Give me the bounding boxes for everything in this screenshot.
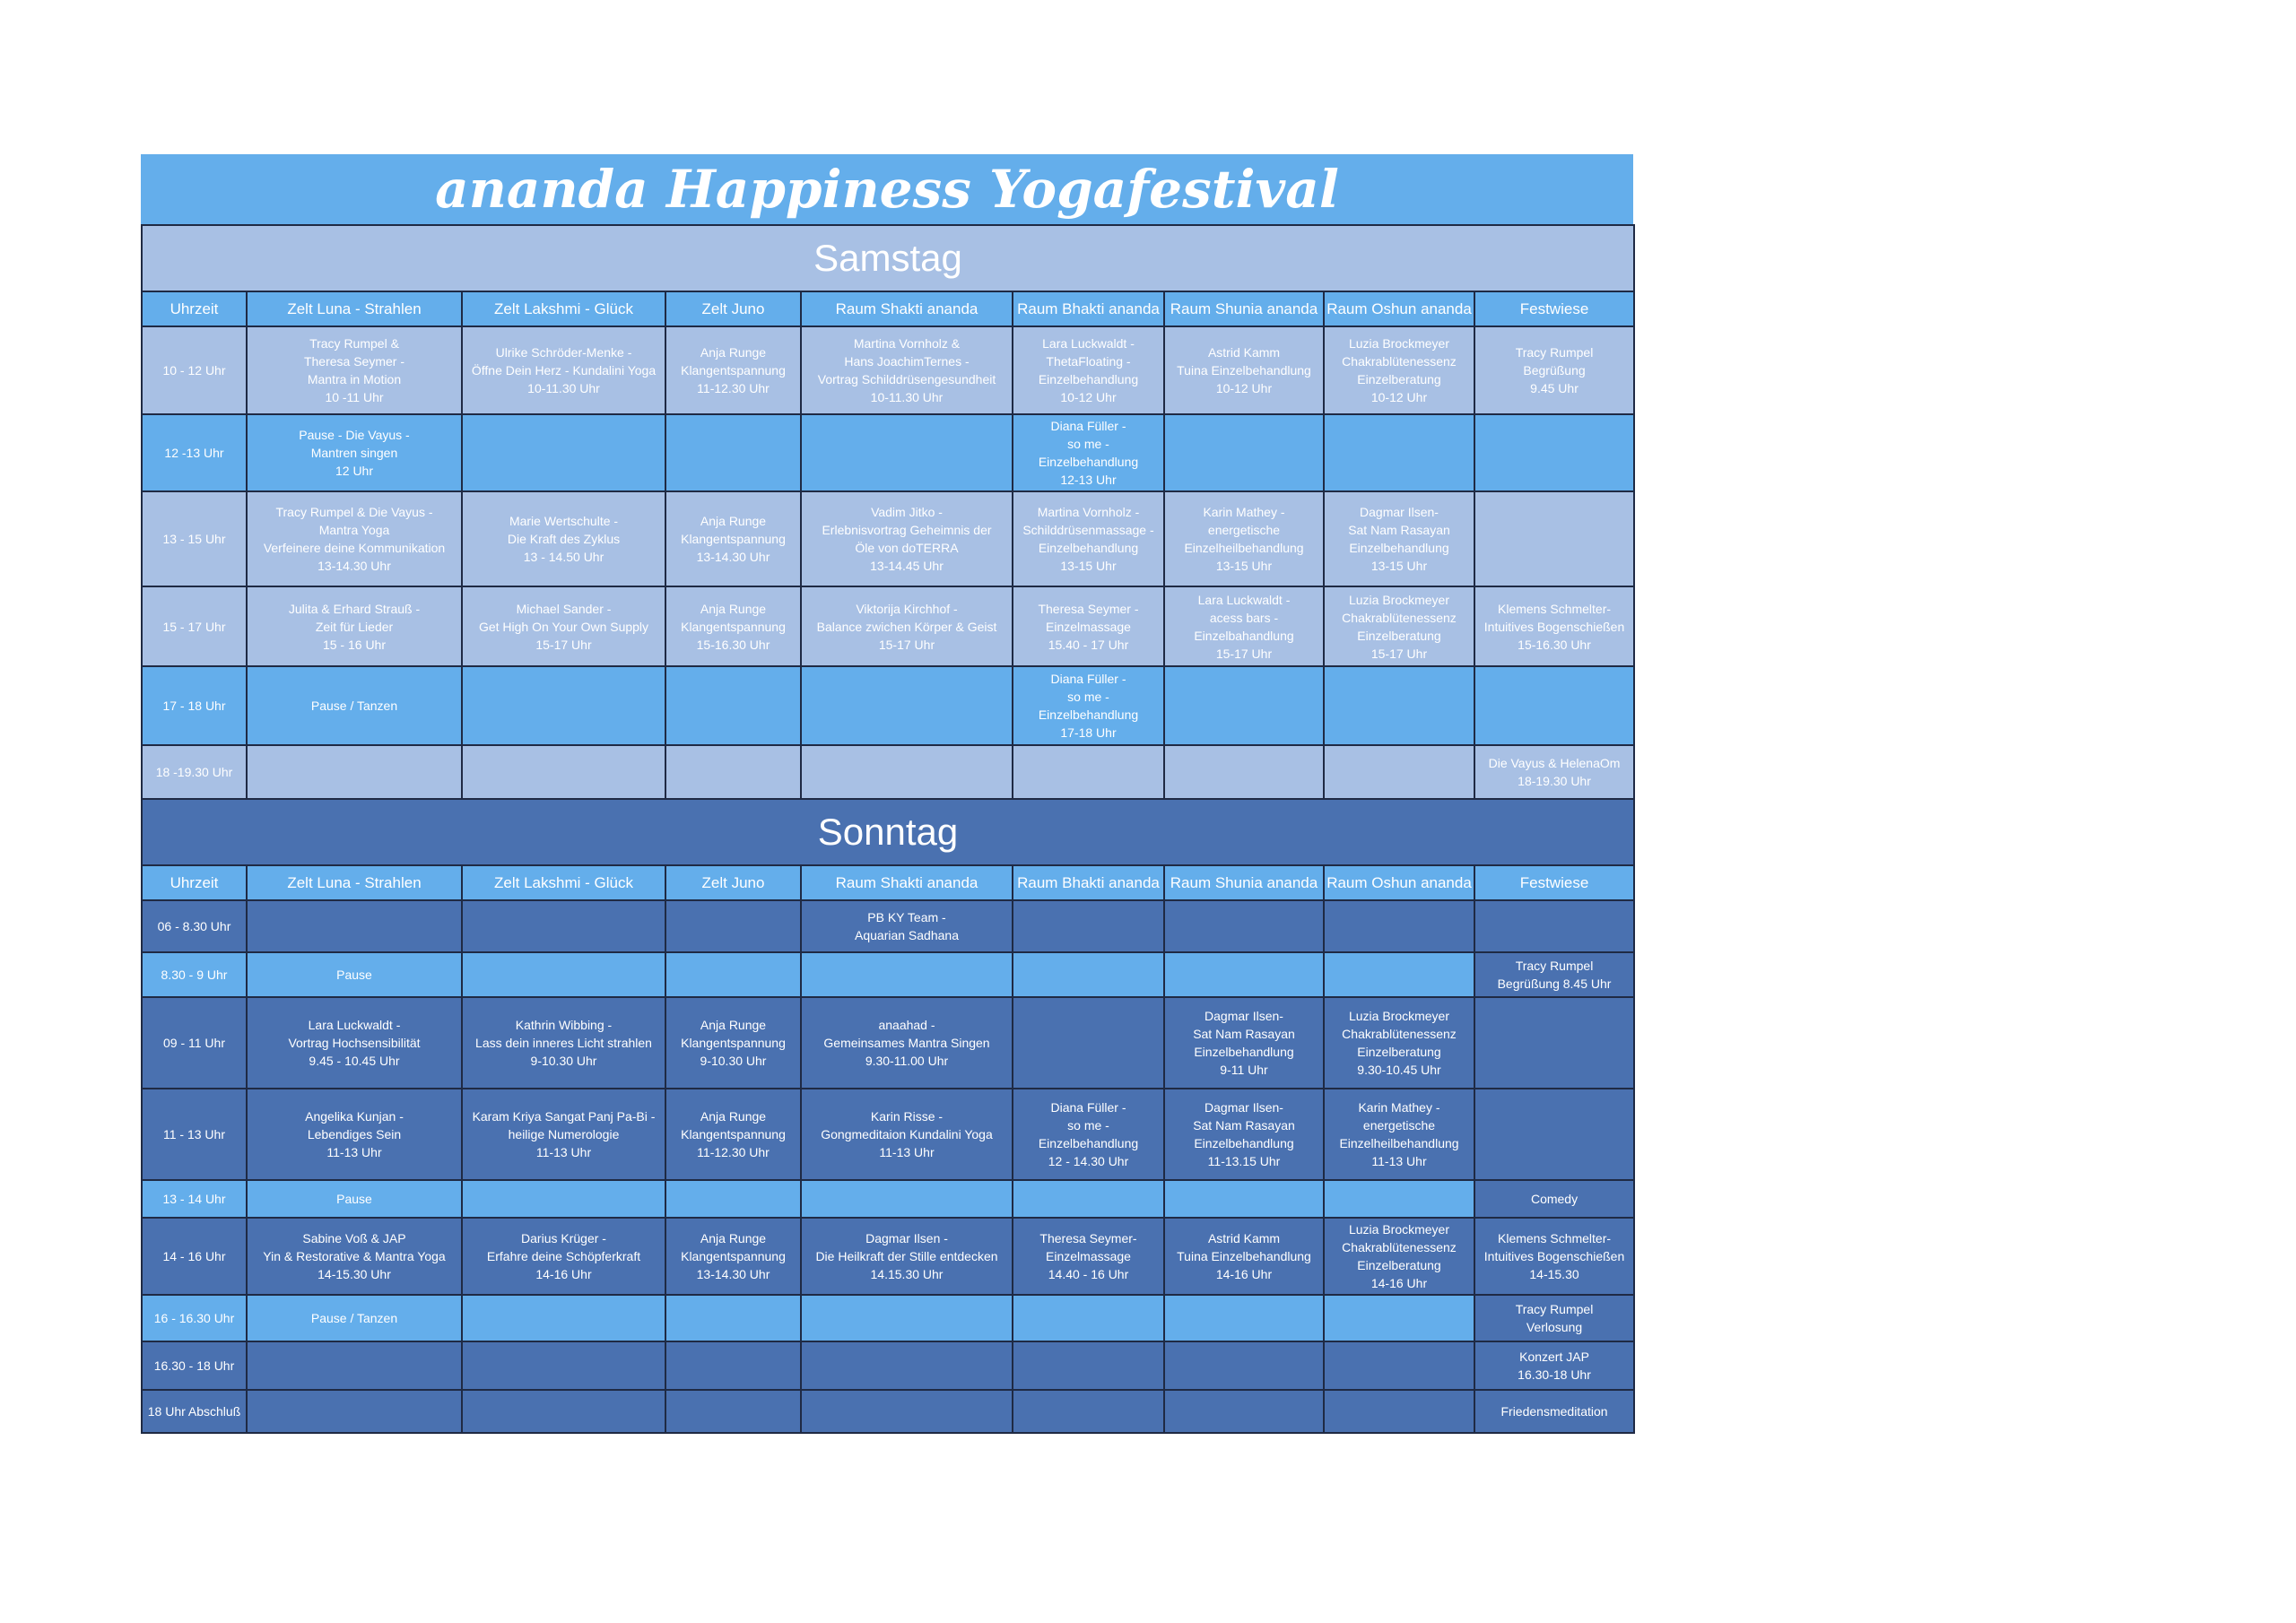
session-cell [665,952,801,997]
column-header: Raum Shakti ananda [801,865,1013,900]
column-header: Zelt Lakshmi - Glück [462,291,665,326]
time-slot: 16 - 16.30 Uhr [142,1295,247,1341]
session-cell [1164,414,1324,491]
session-cell: Martina Vornholz & Hans JoachimTernes - Vortrag Schilddrüsengesundheit 10-11.30 Uhr [801,326,1013,414]
sunday-row [142,1180,1634,1218]
session-cell: Dagmar Ilsen- Sat Nam Rasayan Einzelbehandlung 11-13.15 Uhr [1164,1089,1324,1180]
column-header: Zelt Lakshmi - Glück [462,865,665,900]
session-cell: Die Vayus & HelenaOm 18-19.30 Uhr [1474,745,1634,799]
column-header: Raum Shakti ananda [801,291,1013,326]
session-cell [462,666,665,745]
column-header: Raum Bhakti ananda [1013,291,1164,326]
session-cell [462,1390,665,1433]
session-cell [1164,1180,1324,1218]
saturday-row [142,414,1634,491]
session-cell: Lara Luckwaldt - acess bars - Einzelbahandlung 15-17 Uhr [1164,586,1324,666]
session-cell [1013,1295,1164,1341]
saturday-row [142,666,1634,745]
session-cell [665,1341,801,1390]
column-header: Festwiese [1474,291,1634,326]
session-cell: Angelika Kunjan - Lebendiges Sein 11-13 Uhr [247,1089,462,1180]
time-slot: 16.30 - 18 Uhr [142,1341,247,1390]
session-cell [1164,1341,1324,1390]
session-cell [665,666,801,745]
session-cell: Anja Runge Klangentspannung 15-16.30 Uhr [665,586,801,666]
session-cell: anaahad - Gemeinsames Mantra Singen 9.30-11.00 Uhr [801,997,1013,1089]
column-header: Zelt Juno [665,865,801,900]
column-header: Uhrzeit [142,865,247,900]
column-header: Raum Shunia ananda [1164,291,1324,326]
session-cell [1164,900,1324,952]
session-cell [801,414,1013,491]
session-cell [1324,1341,1474,1390]
session-cell [801,745,1013,799]
session-cell: Viktorija Kirchhof - Balance zwichen Körper & Geist 15-17 Uhr [801,586,1013,666]
time-slot: 15 - 17 Uhr [142,586,247,666]
session-cell: Comedy [1474,1180,1634,1218]
sunday-row [142,997,1634,1089]
session-cell: Karin Risse - Gongmeditaion Kundalini Yoga 11-13 Uhr [801,1089,1013,1180]
session-cell [247,1390,462,1433]
session-cell: Konzert JAP 16.30-18 Uhr [1474,1341,1634,1390]
time-slot: 09 - 11 Uhr [142,997,247,1089]
session-cell [247,1341,462,1390]
session-cell [462,1295,665,1341]
session-cell: Dagmar Ilsen- Sat Nam Rasayan Einzelbehandlung 9-11 Uhr [1164,997,1324,1089]
session-cell: Pause [247,952,462,997]
session-cell: Dagmar Ilsen- Sat Nam Rasayan Einzelbehandlung 13-15 Uhr [1324,491,1474,586]
sunday-row [142,1390,1634,1433]
session-cell: Lara Luckwaldt - Vortrag Hochsensibilität 9.45 - 10.45 Uhr [247,997,462,1089]
sunday-row [142,1218,1634,1295]
session-cell: Astrid Kamm Tuina Einzelbehandlung 14-16 Uhr [1164,1218,1324,1295]
festival-schedule [141,154,1633,1434]
session-cell: Luzia Brockmeyer Chakrablütenessenz Einzelberatung 9.30-10.45 Uhr [1324,997,1474,1089]
session-cell: Martina Vornholz - Schilddrüsenmassage - Einzelbehandlung 13-15 Uhr [1013,491,1164,586]
time-slot: 13 - 15 Uhr [142,491,247,586]
session-cell: Diana Füller - so me - Einzelbehandlung 12-13 Uhr [1013,414,1164,491]
session-cell: Klemens Schmelter- Intuitives Bogenschießen 14-15.30 [1474,1218,1634,1295]
time-slot: 17 - 18 Uhr [142,666,247,745]
session-cell [801,1390,1013,1433]
session-cell [247,900,462,952]
session-cell [801,1180,1013,1218]
session-cell: PB KY Team - Aquarian Sadhana [801,900,1013,952]
session-cell [1013,745,1164,799]
session-cell [1324,1390,1474,1433]
session-cell: Lara Luckwaldt - ThetaFloating - Einzelbehandlung 10-12 Uhr [1013,326,1164,414]
time-slot: 11 - 13 Uhr [142,1089,247,1180]
session-cell: Luzia Brockmeyer Chakrablütenessenz Einzelberatung 10-12 Uhr [1324,326,1474,414]
session-cell [1013,997,1164,1089]
session-cell: Diana Füller - so me - Einzelbehandlung 12 - 14.30 Uhr [1013,1089,1164,1180]
session-cell [801,1295,1013,1341]
session-cell [1013,952,1164,997]
session-cell [1474,491,1634,586]
session-cell: Friedensmeditation [1474,1390,1634,1433]
session-cell: Anja Runge Klangentspannung 11-12.30 Uhr [665,326,801,414]
time-slot: 13 - 14 Uhr [142,1180,247,1218]
session-cell [1164,1390,1324,1433]
sunday-row [142,1295,1634,1341]
session-cell: Pause / Tanzen [247,1295,462,1341]
session-cell [1324,1180,1474,1218]
session-cell [1324,666,1474,745]
saturday-day-title: Samstag [142,225,1634,291]
session-cell: Tracy Rumpel Begrüßung 8.45 Uhr [1474,952,1634,997]
session-cell [1164,745,1324,799]
session-cell: Tracy Rumpel & Die Vayus - Mantra Yoga Verfeinere deine Kommunikation 13-14.30 Uhr [247,491,462,586]
session-cell [1013,1180,1164,1218]
session-cell: Pause / Tanzen [247,666,462,745]
column-header: Uhrzeit [142,291,247,326]
time-slot: 12 -13 Uhr [142,414,247,491]
saturday-row [142,326,1634,414]
session-cell [1164,1295,1324,1341]
session-cell [1013,1390,1164,1433]
session-cell [1474,900,1634,952]
session-cell [801,952,1013,997]
session-cell: Tracy Rumpel Verlosung [1474,1295,1634,1341]
session-cell: Pause [247,1180,462,1218]
time-slot: 14 - 16 Uhr [142,1218,247,1295]
session-cell [665,1180,801,1218]
session-cell [801,1341,1013,1390]
column-header: Zelt Juno [665,291,801,326]
session-cell [1324,900,1474,952]
sunday-row [142,900,1634,952]
session-cell: Diana Füller - so me - Einzelbehandlung 17-18 Uhr [1013,666,1164,745]
session-cell [665,900,801,952]
session-cell: Ulrike Schröder-Menke - Öffne Dein Herz - Kundalini Yoga 10-11.30 Uhr [462,326,665,414]
session-cell [1324,1295,1474,1341]
column-header: Zelt Luna - Strahlen [247,291,462,326]
column-header: Raum Shunia ananda [1164,865,1324,900]
session-cell: Tracy Rumpel & Theresa Seymer - Mantra in Motion 10 -11 Uhr [247,326,462,414]
column-header: Raum Oshun ananda [1324,865,1474,900]
session-cell [462,900,665,952]
session-cell: Tracy Rumpel Begrüßung 9.45 Uhr [1474,326,1634,414]
session-cell [665,745,801,799]
column-header: Raum Bhakti ananda [1013,865,1164,900]
time-slot: 06 - 8.30 Uhr [142,900,247,952]
session-cell [462,414,665,491]
session-cell [1474,1089,1634,1180]
session-cell: Kathrin Wibbing - Lass dein inneres Licht strahlen 9-10.30 Uhr [462,997,665,1089]
schedule-table [141,224,1635,1434]
session-cell [1474,666,1634,745]
session-cell [247,745,462,799]
session-cell [1164,666,1324,745]
session-cell: Luzia Brockmeyer Chakrablütenessenz Einzelberatung 15-17 Uhr [1324,586,1474,666]
session-cell: Anja Runge Klangentspannung 11-12.30 Uhr [665,1089,801,1180]
time-slot: 8.30 - 9 Uhr [142,952,247,997]
session-cell: Theresa Seymer- Einzelmassage 14.40 - 16 Uhr [1013,1218,1164,1295]
session-cell: Anja Runge Klangentspannung 9-10.30 Uhr [665,997,801,1089]
session-cell [462,1341,665,1390]
session-cell [1324,414,1474,491]
session-cell: Karin Mathey - energetische Einzelheilbehandlung 11-13 Uhr [1324,1089,1474,1180]
column-header: Zelt Luna - Strahlen [247,865,462,900]
session-cell: Dagmar Ilsen - Die Heilkraft der Stille entdecken 14.15.30 Uhr [801,1218,1013,1295]
session-cell [1013,1341,1164,1390]
time-slot: 10 - 12 Uhr [142,326,247,414]
session-cell [665,1295,801,1341]
column-header: Festwiese [1474,865,1634,900]
session-cell: Luzia Brockmeyer Chakrablütenessenz Einzelberatung 14-16 Uhr [1324,1218,1474,1295]
session-cell [1474,414,1634,491]
festival-title: ananda Happiness Yogafestival [141,154,1633,224]
time-slot: 18 Uhr Abschluß [142,1390,247,1433]
session-cell [1324,745,1474,799]
session-cell: Michael Sander - Get High On Your Own Supply 15-17 Uhr [462,586,665,666]
session-cell [1164,952,1324,997]
time-slot: 18 -19.30 Uhr [142,745,247,799]
saturday-row [142,586,1634,666]
session-cell: Darius Krüger - Erfahre deine Schöpferkraft 14-16 Uhr [462,1218,665,1295]
session-cell [665,414,801,491]
sunday-row [142,1089,1634,1180]
sunday-row [142,952,1634,997]
session-cell: Anja Runge Klangentspannung 13-14.30 Uhr [665,491,801,586]
session-cell [462,1180,665,1218]
saturday-row [142,745,1634,799]
session-cell [462,745,665,799]
session-cell: Vadim Jitko - Erlebnisvortrag Geheimnis der Öle von doTERRA 13-14.45 Uhr [801,491,1013,586]
sunday-row [142,1341,1634,1390]
column-header: Raum Oshun ananda [1324,291,1474,326]
session-cell: Marie Wertschulte - Die Kraft des Zyklus 13 - 14.50 Uhr [462,491,665,586]
session-cell: Astrid Kamm Tuina Einzelbehandlung 10-12 Uhr [1164,326,1324,414]
saturday-row [142,491,1634,586]
session-cell: Julita & Erhard Strauß - Zeit für Lieder 15 - 16 Uhr [247,586,462,666]
session-cell: Karam Kriya Sangat Panj Pa-Bi - heilige Numerologie 11-13 Uhr [462,1089,665,1180]
session-cell [665,1390,801,1433]
session-cell: Anja Runge Klangentspannung 13-14.30 Uhr [665,1218,801,1295]
session-cell: Karin Mathey - energetische Einzelheilbehandlung 13-15 Uhr [1164,491,1324,586]
session-cell [1013,900,1164,952]
session-cell [1474,997,1634,1089]
session-cell: Sabine Voß & JAP Yin & Restorative & Mantra Yoga 14-15.30 Uhr [247,1218,462,1295]
session-cell [462,952,665,997]
session-cell [801,666,1013,745]
session-cell: Pause - Die Vayus - Mantren singen 12 Uhr [247,414,462,491]
sunday-day-title: Sonntag [142,799,1634,865]
session-cell: Klemens Schmelter- Intuitives Bogenschießen 15-16.30 Uhr [1474,586,1634,666]
session-cell [1324,952,1474,997]
session-cell: Theresa Seymer - Einzelmassage 15.40 - 17 Uhr [1013,586,1164,666]
